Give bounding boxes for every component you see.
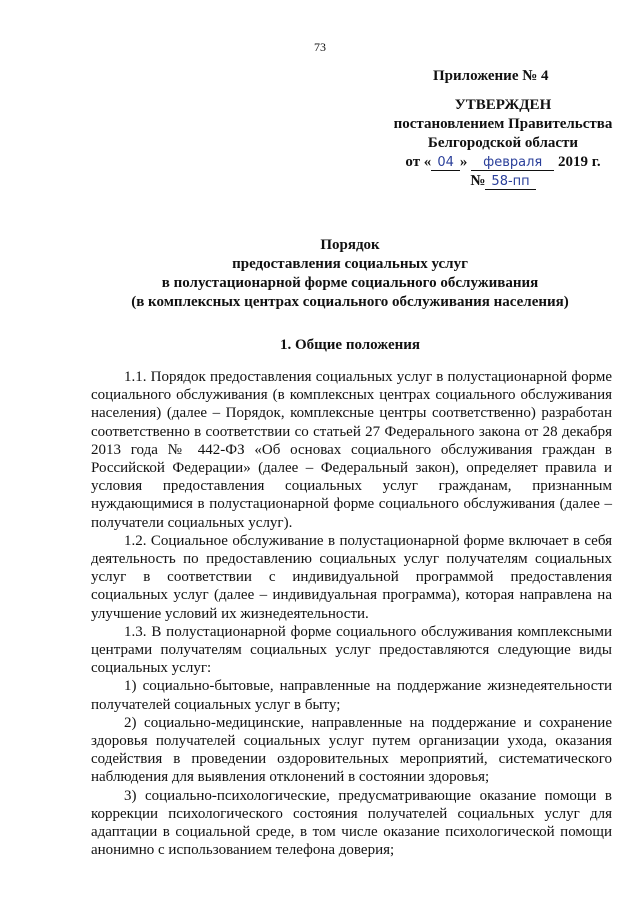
document-title	[80, 236, 620, 312]
list-item-3: 3) социально-психологические, предусматривающие оказание помощи в коррекции психологического состояния получателей социальных услуг для адаптации в социальной среде, в том числе оказание психологической помощи анонимно с использованием телефона доверия;	[91, 787, 612, 859]
document-body	[91, 368, 612, 859]
date-month: февраля	[471, 155, 554, 171]
approval-number	[383, 172, 623, 191]
title-line-2: предоставления социальных услуг	[232, 256, 468, 272]
section-title: 1. Общие положения	[279, 337, 421, 353]
page-number: 73	[314, 40, 326, 54]
title-line-4: (в комплексных центрах социального обслуживания населения)	[131, 294, 569, 310]
appendix-label: Приложение № 4	[433, 68, 549, 84]
date-year: 2019 г.	[557, 154, 601, 170]
decree-label: постановлением Правительства	[393, 116, 613, 132]
list-item-1: 1) социально-бытовые, направленные на поддержание жизнедеятельности получателей социальных услуг в быту;	[91, 678, 612, 713]
date-mid: »	[459, 154, 468, 170]
paragraph-1-1: 1.1. Порядок предоставления социальных услуг в полустационарной форме социального обслуживания (в комплексных центрах социального обслуживания населения) (далее – Порядок, комплексные центры соответственно) разработан соответственно в соответствии со статьей 27 Федерального закона от 28 декабря 2013 года № 442-ФЗ «Об основах социального обслуживания граждан в Российской Федерации» (далее – Федеральный закон), определяет правила и условия предоставления социальных услуг гражданам, признанным нуждающимися в полустационарной форме социального обслуживания (далее – получатели социальных услуг).	[91, 369, 612, 531]
approval-date	[383, 153, 623, 172]
paragraph-1-3: 1.3. В полустационарной форме социального обслуживания комплексными центрами получателям социальных услуг предоставляются следующие виды социальных услуг:	[91, 623, 612, 677]
list-item-2: 2) социально-медицинские, направленные на поддержание и сохранение здоровья получателей социальных услуг путем организации ухода, оказания содействия в проведении оздоровительных мероприятий, систематического наблюдения для выявления отклонений в состоянии здоровья;	[91, 714, 612, 786]
region-label: Белгородской области	[427, 135, 579, 151]
title-line-3: в полустационарной форме социального обслуживания	[161, 275, 539, 291]
approval-stamp	[383, 68, 623, 191]
approved-label: УТВЕРЖДЕН	[454, 97, 552, 113]
title-line-1: Порядок	[320, 237, 380, 253]
date-day: 04	[431, 155, 460, 171]
number-value: 58-пп	[485, 174, 535, 190]
number-prefix: №	[470, 173, 486, 189]
date-prefix: от «	[405, 154, 432, 170]
paragraph-1-2: 1.2. Социальное обслуживание в полустационарной форме включает в себя деятельность по предоставлению социальных услуг получателям социальных услуг в соответствии с индивидуальной программой предоставления социальных услуг (далее – индивидуальная программа), которая направлена на улучшение условий их жизнедеятельности.	[91, 532, 612, 622]
